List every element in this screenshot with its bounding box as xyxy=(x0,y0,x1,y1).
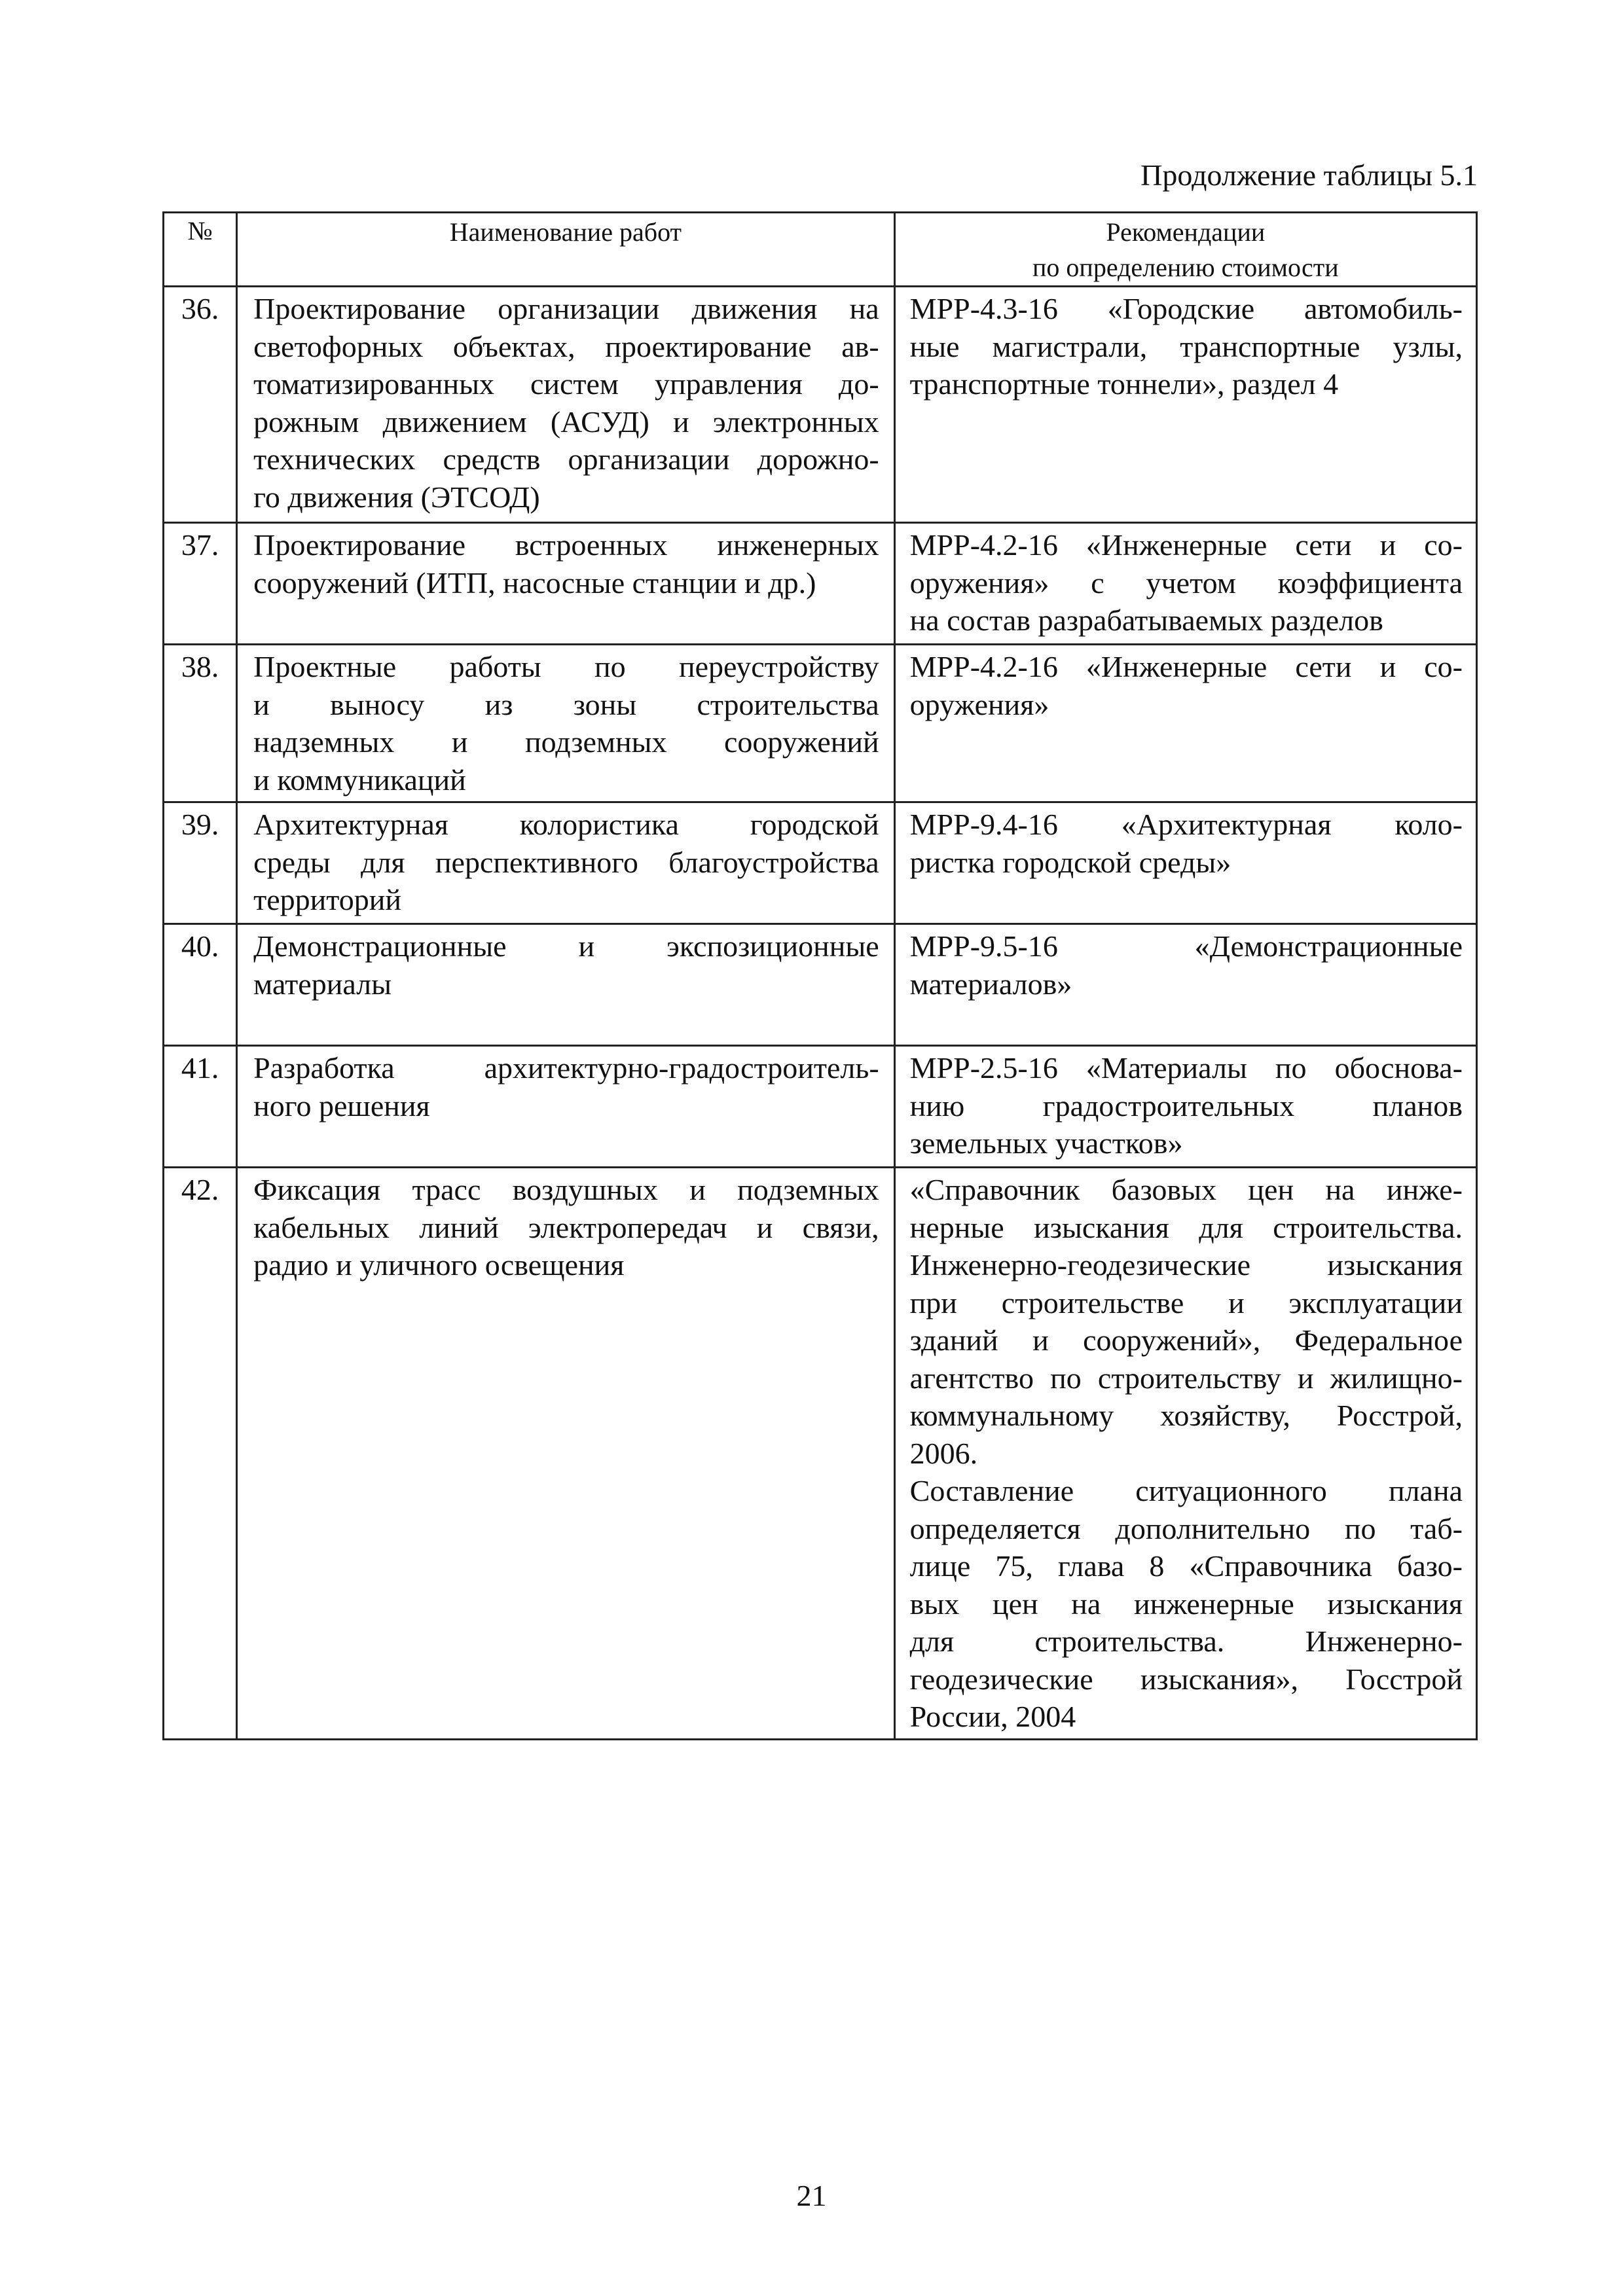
work-name-line: радио и уличного освещения xyxy=(253,1248,625,1282)
recommendation xyxy=(894,802,1476,924)
recommendation xyxy=(894,1046,1476,1168)
recommendation-line: земельных участков» xyxy=(909,1126,1183,1160)
work-name-line: Проектирование организации движения на xyxy=(253,292,879,325)
table-row xyxy=(164,523,1477,645)
recommendation-line: вых цен на инженерные изыскания xyxy=(909,1587,1463,1621)
recommendation xyxy=(894,1168,1476,1740)
recommendation-line: МРР-4.2-16 «Инженерные сети и со- xyxy=(909,650,1463,683)
recommendation-line: при строительстве и эксплуатации xyxy=(909,1285,1463,1319)
work-name-line: материалы xyxy=(253,967,392,1001)
recommendation-line: транспортные тоннели», раздел 4 xyxy=(909,367,1339,401)
recommendation-line: МРР-4.2-16 «Инженерные сети и со- xyxy=(909,528,1463,562)
work-name xyxy=(237,645,895,802)
row-number: 36. xyxy=(164,287,237,523)
recommendation-line: МРР-9.4-16 «Архитектурная коло- xyxy=(909,808,1463,841)
recommendation-line: «Справочник базовых цен на инже- xyxy=(909,1173,1463,1206)
work-name-line: рожным движением (АСУД) и электронных xyxy=(253,404,879,439)
row-number: 42. xyxy=(164,1168,237,1740)
table-row xyxy=(164,645,1477,802)
header-name: Наименование работ xyxy=(237,213,895,287)
recommendation-line: коммунальному хозяйству, Росстрой, xyxy=(909,1399,1463,1432)
recommendation-line: оружения» xyxy=(909,687,1049,721)
works-table xyxy=(162,211,1478,1740)
row-number: 39. xyxy=(164,802,237,924)
work-name-line: го движения (ЭТСОД) xyxy=(253,480,540,514)
table-row xyxy=(164,802,1477,924)
work-name-line: среды для перспективного благоустройства xyxy=(253,845,879,879)
header-rec-line2: по определению стоимости xyxy=(1032,253,1339,282)
recommendation-line: ристка городской среды» xyxy=(909,845,1231,879)
recommendation-line: Составление ситуационного плана xyxy=(909,1474,1463,1507)
work-name-line: кабельных линий электропередач и связи, xyxy=(253,1210,879,1244)
work-name-line: и выносу из зоны строительства xyxy=(253,687,879,721)
recommendation-line: геодезические изыскания», Госстрой xyxy=(909,1662,1463,1696)
table-row xyxy=(164,1168,1477,1740)
work-name xyxy=(237,523,895,645)
header-rec-line1: Рекомендации xyxy=(1106,217,1266,247)
recommendation-line: для строительства. Инженерно- xyxy=(909,1624,1463,1658)
recommendation-line: нию градостроительных планов xyxy=(909,1088,1463,1122)
work-name-line: Демонстрационные и экспозиционные xyxy=(253,929,879,963)
recommendation-line: лице 75, глава 8 «Справочника базо- xyxy=(909,1549,1463,1583)
recommendation-line: агентство по строительству и жилищно- xyxy=(909,1361,1463,1395)
recommendation-line: на состав разрабатываемых разделов xyxy=(909,603,1383,637)
table-row xyxy=(164,287,1477,523)
work-name-line: Проектирование встроенных инженерных xyxy=(253,528,879,562)
recommendation xyxy=(894,523,1476,645)
work-name-line: территорий xyxy=(253,883,402,916)
recommendation-line: материалов» xyxy=(909,967,1072,1001)
row-number: 41. xyxy=(164,1046,237,1168)
header-recommendations xyxy=(894,213,1476,287)
recommendation-line: Инженерно-геодезические изыскания xyxy=(909,1248,1463,1282)
work-name-line: сооружений (ИТП, насосные станции и др.) xyxy=(253,565,816,600)
work-name xyxy=(237,287,895,523)
work-name-line: Проектные работы по переустройству xyxy=(253,650,879,683)
recommendation-line: определяется дополнительно по таб- xyxy=(909,1511,1463,1545)
work-name-line: и коммуникаций xyxy=(253,762,466,797)
work-name-line: ного решения xyxy=(253,1088,430,1122)
header-num: № xyxy=(164,213,237,287)
table-row xyxy=(164,924,1477,1046)
recommendation-line: 2006. xyxy=(909,1436,978,1470)
row-number: 38. xyxy=(164,645,237,802)
work-name xyxy=(237,802,895,924)
recommendation xyxy=(894,645,1476,802)
table-header-row xyxy=(164,213,1477,287)
work-name xyxy=(237,1046,895,1168)
recommendation-line: ные магистрали, транспортные узлы, xyxy=(909,329,1463,363)
table-row xyxy=(164,1046,1477,1168)
row-number: 40. xyxy=(164,924,237,1046)
work-name xyxy=(237,924,895,1046)
recommendation-line: МРР-2.5-16 «Материалы по обоснова- xyxy=(909,1051,1463,1085)
recommendation-line: зданий и сооружений», Федеральное xyxy=(909,1323,1463,1357)
work-name xyxy=(237,1168,895,1740)
recommendation-line: нерные изыскания для строительства. xyxy=(909,1210,1463,1244)
recommendation-line: МРР-9.5-16 «Демонстрационные xyxy=(909,929,1463,963)
work-name-line: светофорных объектах, проектирование ав- xyxy=(253,329,879,363)
work-name-line: надземных и подземных сооружений xyxy=(253,725,879,759)
recommendation-line: МРР-4.3-16 «Городские автомобиль- xyxy=(909,292,1463,325)
page-number: 21 xyxy=(796,2179,827,2212)
work-name-line: томатизированных систем управления до- xyxy=(253,367,879,401)
recommendation-line: России, 2004 xyxy=(909,1700,1076,1733)
table-caption: Продолжение таблицы 5.1 xyxy=(1140,158,1478,192)
work-name-line: Архитектурная колористика городской xyxy=(253,808,879,841)
work-name-line: Фиксация трасс воздушных и подземных xyxy=(253,1173,879,1206)
work-name-line: Разработка архитектурно-градостроитель- xyxy=(253,1051,879,1085)
recommendation-line: оружения» с учетом коэффициента xyxy=(909,565,1463,600)
row-number: 37. xyxy=(164,523,237,645)
recommendation xyxy=(894,287,1476,523)
recommendation xyxy=(894,924,1476,1046)
work-name-line: технических средств организации дорожно- xyxy=(253,442,879,476)
